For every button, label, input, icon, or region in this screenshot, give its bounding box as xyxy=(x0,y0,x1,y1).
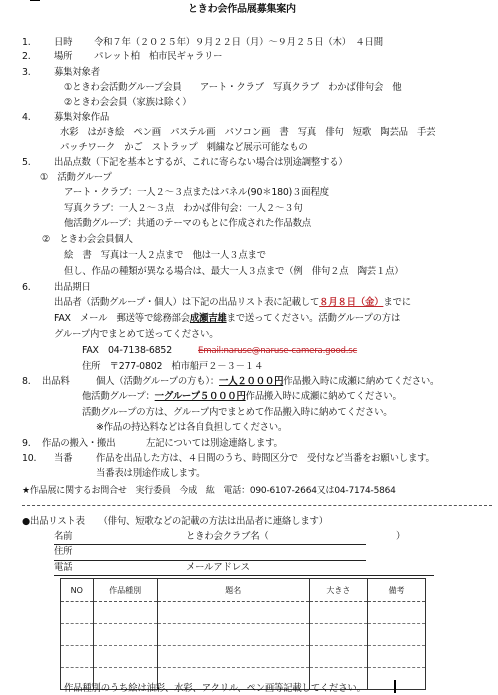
item-10-line-a: 作品を出品した方は、４日間のうち、時間区分で 受付など当番をお願いします。 xyxy=(96,453,435,464)
table-row[interactable] xyxy=(61,602,426,624)
item-6-line-b-post: まで送ってください。活動グループの方は xyxy=(226,313,401,324)
section-divider xyxy=(22,505,492,506)
item-8-line-a xyxy=(96,376,439,388)
item-2-label: 場所 xyxy=(54,51,73,62)
table-row[interactable] xyxy=(61,646,426,668)
item-5-label: 出品点数（下記を基本とするが、これに寄らない場合は別途調整する） xyxy=(54,157,348,168)
form-heading: ●出品リスト表 （俳句、短歌などの記載の方法は出品者に連絡します） xyxy=(22,516,328,527)
item-8-label: 出品料 xyxy=(42,376,70,387)
item-4-line-a: 水彩 はがき絵 ペン画 パステル画 パソコン画 書 写真 俳句 短歌 陶芸品 手芸 xyxy=(60,127,436,138)
top-rule xyxy=(30,0,40,1)
item-8-number: 8. xyxy=(22,376,31,387)
item-9-number: 9. xyxy=(22,438,31,449)
item-3-label: 募集対象者 xyxy=(54,67,100,78)
item-1-text: 令和７年（２０２５年）９月２２日（月）～９月２５日（木） ４日間 xyxy=(94,37,383,48)
col-no: NO xyxy=(61,579,94,602)
mailing-address: 住所 〒277-0802 柏市船戸２－３－１４ xyxy=(82,361,264,372)
item-6-line-a xyxy=(54,297,411,309)
form-note: 作品種別のうち絵は油彩、水彩、アクリル、ペン画等記載してください。 xyxy=(64,683,366,694)
item-8-line-b xyxy=(82,391,402,403)
page-title: ときわ会作品展募集案内 xyxy=(188,4,296,15)
item-5-group-1-a: アート・クラブ：一人２～３点またはパネル(90＊180)３面程度 xyxy=(64,187,329,198)
address-underline[interactable] xyxy=(54,560,366,561)
item-4-label: 募集対象作品 xyxy=(54,112,110,123)
entry-table xyxy=(60,578,426,690)
item-8-line-c: 活動グループの方は、グループ内でまとめて作品搬入時に納めてください。 xyxy=(82,407,393,418)
item-3-line-a: ①ときわ会活動グループ会員 アート・クラブ 写真クラブ わかば俳句会 他 xyxy=(64,82,402,93)
club-label: ときわ会クラブ名（ xyxy=(186,531,269,542)
fax-number: FAX 04-7138-6852 xyxy=(82,345,172,356)
item-8-line-b-pre: 他活動グループ： xyxy=(82,391,155,402)
item-10-label: 当番 xyxy=(54,453,73,464)
item-6-number: 6. xyxy=(22,282,31,293)
individual-fee: 一人２０００円 xyxy=(219,376,284,387)
item-5-group-2-b: 但し、作品の種類が異なる場合は、最大一人３点まで（例 俳句２点 陶芸１点） xyxy=(64,266,404,277)
item-5-group-2-a: 絵 書 写真は一人２点まで 他は一人３点まで xyxy=(64,250,266,261)
text-cursor xyxy=(394,680,396,693)
col-remarks: 備考 xyxy=(367,579,425,602)
item-4-line-b: パッチワーク かご ストラップ 刺繍など展示可能なもの xyxy=(60,142,308,153)
contact-line: ★作品展に関するお問合せ 実行委員 今成 紘 電話：090-6107-2664又は04-7174-5864 xyxy=(22,486,396,496)
item-8-line-a-post: 作品搬入時に成瀬に納めてください。 xyxy=(283,376,440,387)
item-6-line-b xyxy=(54,313,400,325)
item-3-line-b: ②ときわ会会員（家族は除く） xyxy=(64,97,192,108)
item-10-number: 10. xyxy=(22,453,37,464)
item-1-number: 1. xyxy=(22,37,31,48)
item-6-line-b-pre: FAX メール 郵送等で総務部会 xyxy=(54,313,190,324)
item-6-line-a-post: までに xyxy=(383,297,411,308)
name-label: 名前 xyxy=(54,531,73,542)
item-10-line-b: 当番表は別途作成します。 xyxy=(96,468,206,479)
col-size: 大きさ xyxy=(309,579,367,602)
item-8-line-b-post: 作品搬入時に成瀬に納めてください。 xyxy=(245,391,402,402)
deadline-date: ８月８日（金） xyxy=(319,297,384,308)
item-6-line-a-pre: 出品者（活動グループ・個人）は下記の出品リスト表に記載して xyxy=(54,297,320,308)
item-8-line-d: ※作品の持込料などは各自負担してください。 xyxy=(96,422,288,433)
item-9-text: 左記については別途連絡します。 xyxy=(146,438,283,449)
mail-label: メールアドレス xyxy=(186,562,250,573)
item-5-group-1: ① 活動グループ xyxy=(40,172,112,183)
col-title: 題名 xyxy=(157,579,309,602)
item-3-number: 3. xyxy=(22,67,31,78)
group-fee: 一グループ５０００円 xyxy=(154,391,246,402)
address-label: 住所 xyxy=(54,546,73,557)
phone-label: 電話 xyxy=(54,562,73,573)
item-1-label: 日時 xyxy=(54,37,73,48)
item-2-number: 2. xyxy=(22,51,31,62)
col-category: 作品種別 xyxy=(93,579,157,602)
item-6-line-c: グループ内でまとめて送ってください。 xyxy=(54,329,219,340)
club-close: ） xyxy=(396,531,406,542)
item-5-number: 5. xyxy=(22,157,31,168)
table-row[interactable] xyxy=(61,624,426,646)
email-address[interactable]: Email:naruse@naruse-camera.good.sc xyxy=(198,346,358,356)
item-4-number: 4. xyxy=(22,112,31,123)
item-9-label: 作品の搬入・搬出 xyxy=(42,438,116,449)
contact-name: 成瀬吉雄 xyxy=(189,313,227,324)
table-header-row xyxy=(61,579,426,602)
item-5-group-1-b: 写真クラブ：一人２～３点 わかば俳句会：一人２～３句 xyxy=(64,203,303,214)
phone-underline[interactable] xyxy=(54,575,434,576)
item-8-line-a-pre: 個人（活動グループの方も）： xyxy=(96,376,220,387)
item-6-label: 出品期日 xyxy=(54,282,91,293)
item-5-group-1-c: 他活動グループ：共通のテーマのもとに作成された作品数点 xyxy=(64,218,311,229)
item-5-group-2: ② ときわ会会員個人 xyxy=(42,234,133,245)
item-2-text: パレット柏 柏市民ギャラリー xyxy=(94,51,223,62)
name-underline[interactable] xyxy=(54,544,366,545)
